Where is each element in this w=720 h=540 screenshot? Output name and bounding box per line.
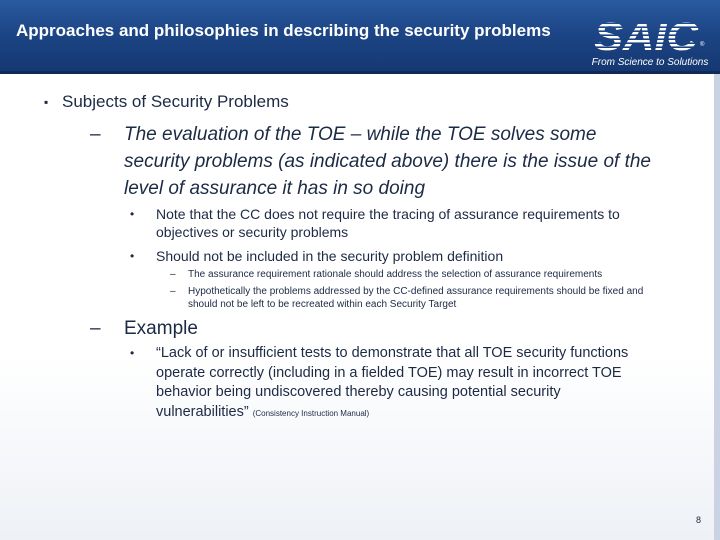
bullet-text: Should not be included in the security problem definition <box>156 248 504 264</box>
right-edge-band <box>714 74 720 540</box>
bullet-text: The evaluation of the TOE – while the TOE solves some security problems (as indicated above) there is the issue of the level of assurance it has in so doing <box>124 124 651 199</box>
square-bullet-icon: ▪ <box>44 95 49 109</box>
bullet-level3-rationale <box>170 268 668 281</box>
bullet-text: Example <box>124 318 198 339</box>
slide-title: Approaches and philosophies in describing the security problems <box>16 21 551 40</box>
bullet-text: Subjects of Security Problems <box>62 92 289 111</box>
bullet-level2-definition <box>130 247 666 265</box>
dash-bullet-icon: – <box>90 124 101 145</box>
bullet-level1-example <box>90 315 664 342</box>
svg-text:®: ® <box>700 42 705 48</box>
citation-text: (Consistency Instruction Manual) <box>252 408 370 418</box>
bullet-level1-evaluation <box>90 121 664 202</box>
bullet-text: The assurance requirement rationale should address the selection of assurance requirements <box>188 269 603 280</box>
saic-logo-mark <box>592 16 708 56</box>
dash-bullet-icon: – <box>90 318 101 339</box>
dash-bullet-icon: – <box>170 269 176 280</box>
bullet-text: Hypothetically the problems addressed by the CC-defined assurance requirements should be fixed and should not be left to be recreated within each Security Target <box>188 286 644 310</box>
logo-tagline: From Science to Solutions <box>591 57 709 68</box>
bullet-level2-note <box>130 205 666 241</box>
page-number: 8 <box>696 515 702 525</box>
saic-logo <box>588 12 712 74</box>
quote-text: “Lack of or insufficient tests to demonstrate that all TOE security functions operate correctly (including in a fielded TOE) may result in incorrect TOE behavior being undiscovered thereby causing potential security vulnerabilities” <box>156 345 629 420</box>
bullet-level2-quote <box>130 344 656 423</box>
dash-bullet-icon: – <box>170 286 176 297</box>
bullet-level0 <box>44 92 289 112</box>
bullet-text: Note that the CC does not require the tracing of assurance requirements to objectives or security problems <box>156 206 620 240</box>
dot-bullet-icon: • <box>130 249 135 263</box>
dot-bullet-icon: • <box>130 346 135 360</box>
slide-header <box>0 0 720 74</box>
dot-bullet-icon: • <box>130 207 135 221</box>
bullet-level3-hypothetical <box>170 285 668 311</box>
saic-logo-text: SAIC <box>594 16 700 56</box>
